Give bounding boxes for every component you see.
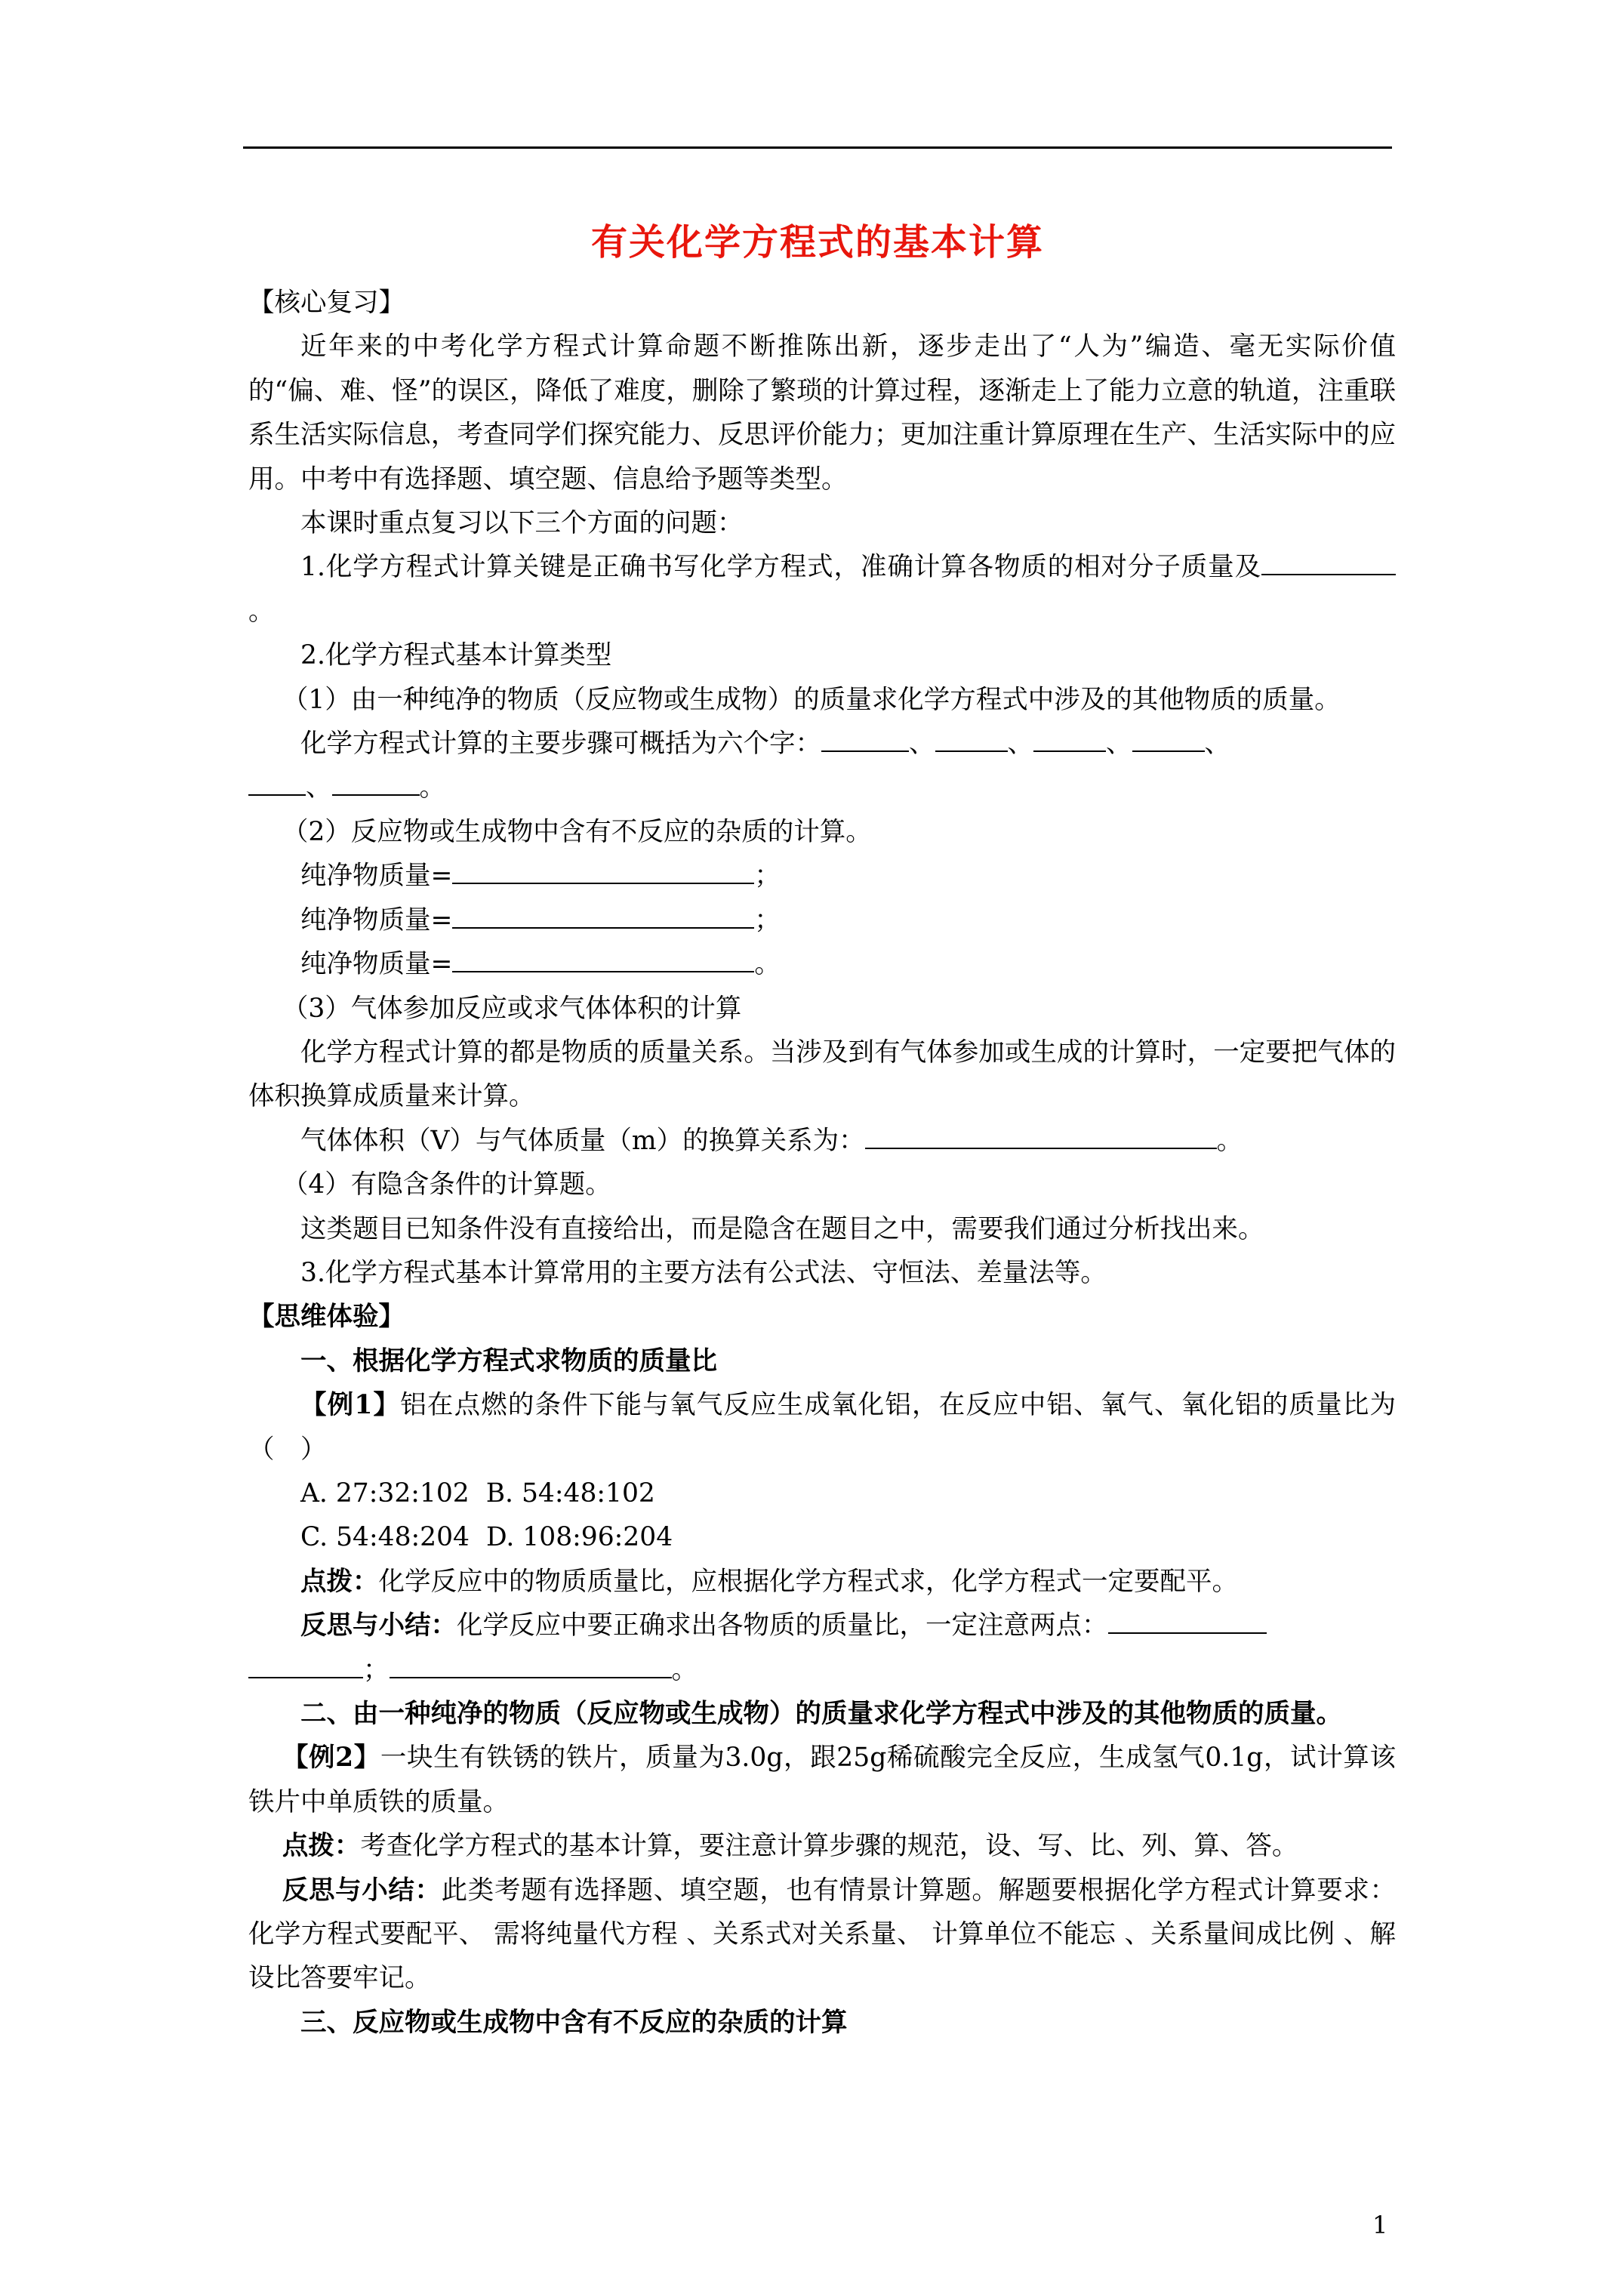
punctuation: 。 — [419, 772, 445, 803]
heading-2: 二、由一种纯净的物质（反应物或生成物）的质量求化学方程式中涉及的其他物质的质量。 — [300, 1699, 1342, 1729]
option-a[interactable]: A. 27:32:102 — [300, 1478, 470, 1509]
review-point-1 — [248, 545, 1396, 633]
punctuation: ； — [754, 905, 781, 935]
review-focus: 本课时重点复习以下三个方面的问题： — [300, 508, 744, 539]
review-point-3: 3.化学方程式基本计算常用的主要方法有公式法、守恒法、差量法等。 — [300, 1257, 1107, 1288]
answer-blank[interactable] — [248, 1651, 363, 1678]
punctuation: ； — [363, 1654, 390, 1685]
punctuation: 。 — [1216, 1125, 1243, 1156]
answer-blank[interactable] — [452, 857, 754, 884]
header-rule — [243, 146, 1392, 149]
hint-2 — [248, 1824, 1396, 1868]
document-body — [248, 281, 1396, 2045]
options-ab — [248, 1472, 1396, 1515]
reflect-1-text: 化学反应中要正确求出各物质的质量比，一定注意两点： — [457, 1610, 1108, 1641]
type-3: （3）气体参加反应或求气体体积的计算 — [282, 993, 742, 1024]
gas-text: 化学方程式计算的都是物质的质量关系。当涉及到有气体参加或生成的计算时，一定要把气体的体积换算成质量来计算。 — [248, 1037, 1396, 1112]
answer-blank[interactable] — [452, 901, 754, 929]
answer-blank[interactable] — [332, 769, 420, 796]
reflect-2 — [248, 1869, 1396, 2001]
punctuation: ； — [754, 861, 781, 892]
page-title: 有关化学方程式的基本计算 — [590, 221, 1044, 264]
gas-relation-line — [248, 1119, 1396, 1163]
answer-blank[interactable] — [935, 725, 1008, 752]
hint-1 — [248, 1560, 1396, 1604]
answer-blank[interactable] — [452, 945, 754, 972]
section-core-review: 【核心复习】 — [248, 288, 405, 318]
punctuation: 、 — [1106, 729, 1132, 760]
options-cd — [248, 1515, 1396, 1559]
reflect-1-cont — [248, 1648, 1396, 1692]
heading-3: 三、反应物或生成物中含有不反应的杂质的计算 — [300, 2007, 848, 2038]
example-1-label: 【例1】 — [300, 1390, 401, 1421]
review-point-1-text: 1.化学方程式计算关键是正确书写化学方程式，准确计算各物质的相对分子质量及 — [300, 552, 1261, 583]
answer-blank[interactable] — [865, 1122, 1217, 1149]
page-number: 1 — [1372, 2211, 1388, 2239]
answer-blank[interactable] — [821, 725, 909, 752]
example-2 — [248, 1736, 1396, 1824]
punctuation: 、 — [909, 729, 935, 760]
type-4: （4）有隐含条件的计算题。 — [282, 1170, 611, 1200]
reflect-label: 反思与小结： — [282, 1875, 442, 1906]
answer-blank[interactable] — [1033, 725, 1106, 752]
gas-relation-text: 气体体积（V）与气体质量（m）的换算关系为： — [300, 1125, 865, 1156]
option-b[interactable]: B. 54:48:102 — [485, 1478, 655, 1509]
example-1-text: 铝在点燃的条件下能与氧气反应生成氧化铝，在反应中铝、氧气、氧化铝的质量比为（ ） — [248, 1390, 1397, 1465]
steps-line — [248, 722, 1396, 766]
hint-1-text: 化学反应中的物质质量比，应根据化学方程式求，化学方程式一定要配平。 — [378, 1566, 1238, 1597]
hint-label: 点拨： — [300, 1566, 379, 1597]
section-thinking: 【思维体验】 — [248, 1302, 405, 1333]
example-2-label: 【例2】 — [282, 1743, 380, 1774]
answer-blank[interactable] — [390, 1651, 672, 1678]
hint-label: 点拨： — [282, 1831, 361, 1862]
heading-1: 一、根据化学方程式求物质的质量比 — [300, 1345, 717, 1376]
example-1 — [248, 1383, 1396, 1472]
pure-mass-line — [248, 942, 1396, 986]
punctuation: 。 — [671, 1654, 698, 1685]
pure-mass-label: 纯净物质量= — [300, 861, 453, 892]
punctuation: 。 — [248, 596, 275, 627]
pure-mass-line — [248, 898, 1396, 942]
review-intro: 近年来的中考化学方程式计算命题不断推陈出新，逐步走出了“人为”编造、毫无实际价值的“偏、难、怪”的误区，降低了难度，删除了繁琐的计算过程，逐渐走上了能力立意的轨道，注重联系生活实际信息，考查同学们探究能力、反思评价能力；更加注重计算原理在生产、生活实际中的应用。中考中有选择题、填空题、信息给予题等类型。 — [248, 331, 1396, 495]
hidden-text: 这类题目已知条件没有直接给出，而是隐含在题目之中，需要我们通过分析找出来。 — [300, 1213, 1264, 1244]
punctuation: 、 — [306, 772, 332, 803]
reflect-label: 反思与小结： — [300, 1610, 457, 1641]
answer-blank[interactable] — [1261, 548, 1396, 575]
option-d[interactable]: D. 108:96:204 — [485, 1522, 673, 1553]
type-2: （2）反应物或生成物中含有不反应的杂质的计算。 — [282, 816, 872, 847]
punctuation: 、 — [1007, 729, 1033, 760]
example-2-text: 一块生有铁锈的铁片，质量为3.0g，跟25g稀硫酸完全反应，生成氢气0.1g，试计算该铁片中单质铁的质量。 — [248, 1743, 1396, 1817]
steps-line-cont — [248, 766, 1396, 809]
reflect-2-text: 此类考题有选择题、填空题，也有情景计算题。解题要根据化学方程式计算要求：化学方程式要配平、 需将纯量代方程 、关系式对关系量、 计算单位不能忘 、关系量间成比例 、解设比答要牢记。 — [248, 1875, 1396, 1994]
answer-blank[interactable] — [1132, 725, 1205, 752]
type-1: （1）由一种纯净的物质（反应物或生成物）的质量求化学方程式中涉及的其他物质的质量。 — [282, 684, 1341, 715]
pure-mass-label: 纯净物质量= — [300, 949, 453, 980]
pure-mass-line — [248, 854, 1396, 898]
review-point-2-title: 2.化学方程式基本计算类型 — [300, 640, 612, 671]
pure-mass-label: 纯净物质量= — [300, 905, 453, 935]
reflect-1 — [248, 1604, 1396, 1647]
steps-text: 化学方程式计算的主要步骤可概括为六个字： — [300, 729, 821, 760]
punctuation: 。 — [754, 949, 781, 980]
hint-2-text: 考查化学方程式的基本计算，要注意计算步骤的规范，设、写、比、列、算、答。 — [360, 1831, 1298, 1862]
answer-blank[interactable] — [248, 769, 306, 796]
answer-blank[interactable] — [1108, 1607, 1267, 1634]
option-c[interactable]: C. 54:48:204 — [300, 1522, 470, 1553]
punctuation: 、 — [1204, 729, 1230, 760]
